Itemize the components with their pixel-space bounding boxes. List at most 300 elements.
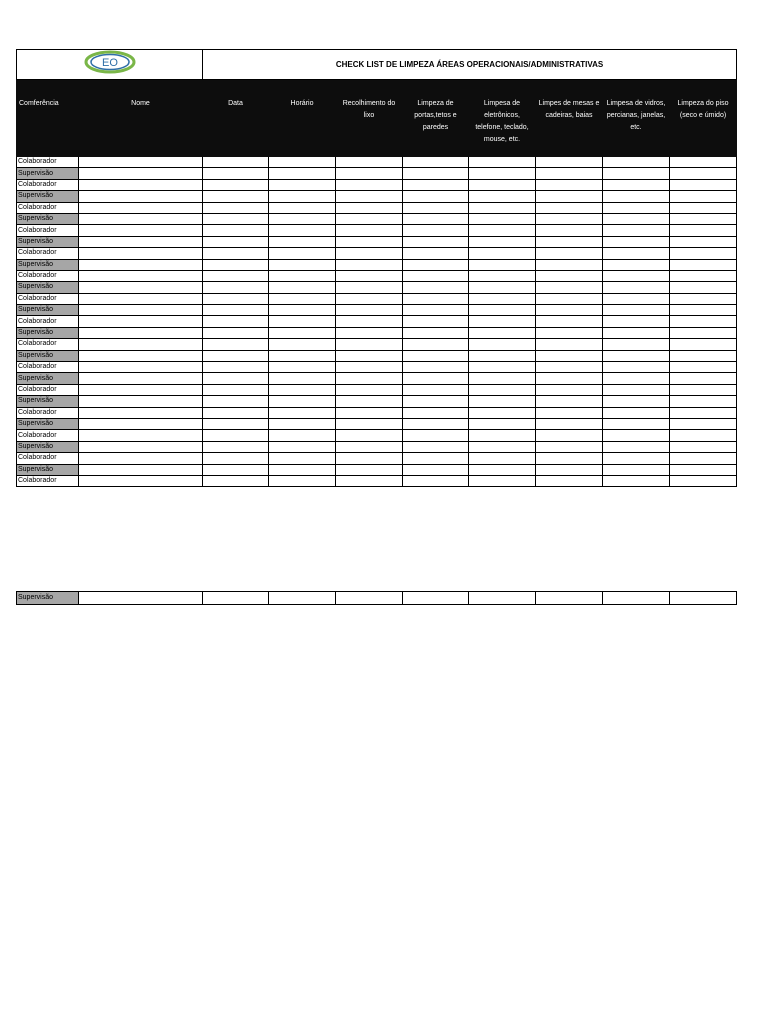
cell[interactable] — [203, 293, 269, 304]
cell[interactable] — [403, 282, 469, 293]
row-label: Colaborador — [17, 475, 79, 486]
cell[interactable] — [536, 339, 603, 350]
cell[interactable] — [469, 339, 536, 350]
cell[interactable] — [336, 453, 403, 464]
cell[interactable] — [269, 327, 336, 338]
cell[interactable] — [79, 475, 203, 486]
cell[interactable] — [269, 157, 336, 168]
cell[interactable] — [403, 592, 469, 605]
cell[interactable] — [670, 464, 737, 475]
cell[interactable] — [536, 327, 603, 338]
cell[interactable] — [536, 305, 603, 316]
cell[interactable] — [536, 293, 603, 304]
table-row — [17, 282, 737, 293]
cell[interactable] — [403, 464, 469, 475]
cell[interactable] — [536, 592, 603, 605]
cell[interactable] — [670, 362, 737, 373]
cell[interactable] — [603, 179, 670, 190]
cell[interactable] — [79, 305, 203, 316]
cell[interactable] — [536, 475, 603, 486]
cell[interactable] — [203, 270, 269, 281]
cell[interactable] — [403, 339, 469, 350]
cell[interactable] — [469, 327, 536, 338]
cell[interactable] — [79, 259, 203, 270]
cell[interactable] — [603, 202, 670, 213]
cell[interactable] — [403, 407, 469, 418]
cell[interactable] — [79, 464, 203, 475]
cell[interactable] — [403, 248, 469, 259]
cell[interactable] — [269, 350, 336, 361]
cell[interactable] — [269, 384, 336, 395]
cell[interactable] — [79, 396, 203, 407]
cell[interactable] — [336, 225, 403, 236]
cell[interactable] — [603, 270, 670, 281]
cell[interactable] — [203, 339, 269, 350]
cell[interactable] — [536, 362, 603, 373]
cell[interactable] — [203, 248, 269, 259]
column-header: Recolhimento do lixo — [336, 80, 403, 157]
cell[interactable] — [203, 168, 269, 179]
cell[interactable] — [469, 430, 536, 441]
cell[interactable] — [203, 327, 269, 338]
cell[interactable] — [203, 464, 269, 475]
cell[interactable] — [536, 191, 603, 202]
cell[interactable] — [670, 236, 737, 247]
cell[interactable] — [79, 157, 203, 168]
cell[interactable] — [670, 213, 737, 224]
cell[interactable] — [603, 316, 670, 327]
cell[interactable] — [203, 362, 269, 373]
cell[interactable] — [603, 384, 670, 395]
cell[interactable] — [403, 418, 469, 429]
cell[interactable] — [203, 453, 269, 464]
cell[interactable] — [336, 407, 403, 418]
cell[interactable] — [336, 191, 403, 202]
cell[interactable] — [269, 293, 336, 304]
cell[interactable] — [203, 259, 269, 270]
cell[interactable] — [203, 191, 269, 202]
cell[interactable] — [670, 396, 737, 407]
cell[interactable] — [269, 236, 336, 247]
table-row — [17, 384, 737, 395]
cell[interactable] — [469, 350, 536, 361]
cell[interactable] — [670, 168, 737, 179]
column-header: Horário — [269, 80, 336, 157]
cell[interactable] — [79, 191, 203, 202]
cell[interactable] — [469, 418, 536, 429]
cell[interactable] — [79, 362, 203, 373]
cell[interactable] — [603, 407, 670, 418]
cell[interactable] — [603, 168, 670, 179]
cell[interactable] — [536, 441, 603, 452]
cell[interactable] — [203, 475, 269, 486]
cell[interactable] — [469, 270, 536, 281]
row-label: Supervisão — [17, 327, 79, 338]
cell[interactable] — [203, 179, 269, 190]
cell[interactable] — [469, 441, 536, 452]
cell[interactable] — [603, 339, 670, 350]
cell[interactable] — [269, 464, 336, 475]
cell[interactable] — [469, 475, 536, 486]
row-label: Colaborador — [17, 430, 79, 441]
cell[interactable] — [203, 213, 269, 224]
cell[interactable] — [269, 270, 336, 281]
table-row — [17, 179, 737, 190]
column-header: Nome — [79, 80, 203, 157]
table-row — [17, 441, 737, 452]
cell[interactable] — [670, 293, 737, 304]
cell[interactable] — [79, 225, 203, 236]
cell[interactable] — [603, 592, 670, 605]
cell[interactable] — [403, 316, 469, 327]
cell[interactable] — [269, 430, 336, 441]
row-label: Colaborador — [17, 179, 79, 190]
cell[interactable] — [670, 441, 737, 452]
cell[interactable] — [603, 373, 670, 384]
cell[interactable] — [269, 362, 336, 373]
cell[interactable] — [469, 453, 536, 464]
cell[interactable] — [603, 157, 670, 168]
cell[interactable] — [536, 168, 603, 179]
cell[interactable] — [670, 475, 737, 486]
row-label: Colaborador — [17, 293, 79, 304]
cell[interactable] — [469, 407, 536, 418]
cell[interactable] — [536, 396, 603, 407]
cell[interactable] — [203, 441, 269, 452]
cell[interactable] — [603, 305, 670, 316]
cell[interactable] — [79, 384, 203, 395]
cell[interactable] — [603, 418, 670, 429]
cell[interactable] — [603, 282, 670, 293]
cell[interactable] — [336, 157, 403, 168]
cell[interactable] — [536, 179, 603, 190]
cell[interactable] — [469, 396, 536, 407]
cell[interactable] — [469, 225, 536, 236]
cell[interactable] — [203, 418, 269, 429]
cell[interactable] — [469, 464, 536, 475]
cell[interactable] — [603, 236, 670, 247]
cell[interactable] — [336, 339, 403, 350]
cell[interactable] — [269, 407, 336, 418]
cell[interactable] — [536, 350, 603, 361]
cell[interactable] — [269, 475, 336, 486]
cell[interactable] — [403, 213, 469, 224]
cell[interactable] — [536, 430, 603, 441]
cell[interactable] — [536, 453, 603, 464]
cell[interactable] — [603, 259, 670, 270]
cell[interactable] — [403, 430, 469, 441]
cell[interactable] — [536, 248, 603, 259]
cell[interactable] — [403, 157, 469, 168]
cell[interactable] — [670, 453, 737, 464]
cell[interactable] — [403, 202, 469, 213]
cell[interactable] — [269, 339, 336, 350]
cell[interactable] — [536, 225, 603, 236]
cell[interactable] — [536, 418, 603, 429]
cell[interactable] — [203, 157, 269, 168]
cell[interactable] — [79, 179, 203, 190]
cell[interactable] — [469, 168, 536, 179]
cell[interactable] — [79, 339, 203, 350]
cell[interactable] — [670, 430, 737, 441]
cell[interactable] — [403, 305, 469, 316]
cell[interactable] — [336, 213, 403, 224]
cell[interactable] — [336, 441, 403, 452]
cell[interactable] — [79, 373, 203, 384]
cell[interactable] — [536, 464, 603, 475]
cell[interactable] — [670, 157, 737, 168]
cell[interactable] — [536, 202, 603, 213]
cell[interactable] — [269, 225, 336, 236]
cell[interactable] — [469, 236, 536, 247]
column-header: Data — [203, 80, 269, 157]
cell[interactable] — [603, 464, 670, 475]
cell[interactable] — [336, 179, 403, 190]
cell[interactable] — [603, 191, 670, 202]
cell[interactable] — [536, 282, 603, 293]
cell[interactable] — [536, 373, 603, 384]
cell[interactable] — [336, 384, 403, 395]
cell[interactable] — [79, 418, 203, 429]
cell[interactable] — [79, 430, 203, 441]
cell[interactable] — [203, 396, 269, 407]
cell[interactable] — [203, 202, 269, 213]
cell[interactable] — [403, 441, 469, 452]
cell[interactable] — [670, 407, 737, 418]
cell[interactable] — [469, 259, 536, 270]
cell[interactable] — [403, 236, 469, 247]
cell[interactable] — [269, 202, 336, 213]
checklist-rows — [17, 157, 737, 487]
cell[interactable] — [336, 396, 403, 407]
row-label: Colaborador — [17, 316, 79, 327]
cell[interactable] — [336, 592, 403, 605]
cell[interactable] — [203, 373, 269, 384]
cell[interactable] — [670, 384, 737, 395]
cell[interactable] — [670, 270, 737, 281]
cell[interactable] — [79, 282, 203, 293]
cell[interactable] — [403, 396, 469, 407]
cell[interactable] — [469, 316, 536, 327]
cell[interactable] — [269, 213, 336, 224]
cell[interactable] — [670, 202, 737, 213]
cell[interactable] — [469, 282, 536, 293]
cell[interactable] — [469, 293, 536, 304]
cell[interactable] — [403, 168, 469, 179]
row-label: Supervisão — [17, 350, 79, 361]
cell[interactable] — [269, 305, 336, 316]
cell[interactable] — [79, 327, 203, 338]
cell[interactable] — [603, 396, 670, 407]
cell[interactable] — [603, 350, 670, 361]
cell[interactable] — [469, 191, 536, 202]
cell[interactable] — [336, 327, 403, 338]
cell[interactable] — [403, 373, 469, 384]
cell[interactable] — [403, 270, 469, 281]
cell[interactable] — [603, 213, 670, 224]
cell[interactable] — [336, 430, 403, 441]
cell[interactable] — [670, 418, 737, 429]
cell[interactable] — [269, 453, 336, 464]
cell[interactable] — [79, 202, 203, 213]
cell[interactable] — [79, 407, 203, 418]
cell[interactable] — [79, 441, 203, 452]
cell[interactable] — [536, 259, 603, 270]
cell[interactable] — [336, 464, 403, 475]
cell[interactable] — [336, 259, 403, 270]
cell[interactable] — [536, 213, 603, 224]
cell[interactable] — [336, 236, 403, 247]
cell[interactable] — [403, 384, 469, 395]
cell[interactable] — [79, 213, 203, 224]
cell[interactable] — [269, 396, 336, 407]
row-label: Supervisão — [17, 282, 79, 293]
cell[interactable] — [336, 202, 403, 213]
cell[interactable] — [469, 362, 536, 373]
cell[interactable] — [336, 350, 403, 361]
cell[interactable] — [336, 293, 403, 304]
cell[interactable] — [403, 453, 469, 464]
cell[interactable] — [469, 384, 536, 395]
cell[interactable] — [469, 248, 536, 259]
cell[interactable] — [269, 418, 336, 429]
cell[interactable] — [469, 179, 536, 190]
row-label: Colaborador — [17, 384, 79, 395]
column-header: Limpesa de eletrônicos, telefone, teclado, mouse, etc. — [469, 80, 536, 157]
cell[interactable] — [670, 339, 737, 350]
cell[interactable] — [603, 293, 670, 304]
cell[interactable] — [269, 282, 336, 293]
cell[interactable] — [203, 225, 269, 236]
table-row — [17, 248, 737, 259]
cell[interactable] — [79, 248, 203, 259]
cell[interactable] — [79, 293, 203, 304]
cell[interactable] — [670, 316, 737, 327]
cell[interactable] — [403, 191, 469, 202]
table-row — [17, 213, 737, 224]
cell[interactable] — [336, 305, 403, 316]
cell[interactable] — [670, 259, 737, 270]
cell[interactable] — [336, 168, 403, 179]
cell[interactable] — [670, 179, 737, 190]
table-row — [17, 339, 737, 350]
cell[interactable] — [469, 213, 536, 224]
cell[interactable] — [336, 282, 403, 293]
cell[interactable] — [403, 293, 469, 304]
cell[interactable] — [269, 191, 336, 202]
cell[interactable] — [536, 157, 603, 168]
cell[interactable] — [79, 236, 203, 247]
cell[interactable] — [469, 157, 536, 168]
table-row — [17, 236, 737, 247]
cell[interactable] — [670, 225, 737, 236]
cell[interactable] — [79, 453, 203, 464]
cell[interactable] — [670, 327, 737, 338]
cell[interactable] — [269, 592, 336, 605]
cell[interactable] — [203, 282, 269, 293]
cell[interactable] — [403, 225, 469, 236]
cell[interactable] — [203, 236, 269, 247]
cell[interactable] — [603, 475, 670, 486]
cell[interactable] — [403, 327, 469, 338]
cell[interactable] — [403, 362, 469, 373]
cell[interactable] — [670, 282, 737, 293]
row-label: Supervisão — [17, 592, 79, 605]
table-row — [17, 430, 737, 441]
cell[interactable] — [603, 453, 670, 464]
cell[interactable] — [269, 316, 336, 327]
cell[interactable] — [336, 475, 403, 486]
cell[interactable] — [269, 179, 336, 190]
cell[interactable] — [79, 592, 203, 605]
cell[interactable] — [536, 270, 603, 281]
cell[interactable] — [603, 248, 670, 259]
table-row — [17, 396, 737, 407]
cell[interactable] — [603, 441, 670, 452]
cell[interactable] — [670, 248, 737, 259]
cell[interactable] — [603, 362, 670, 373]
cell[interactable] — [670, 350, 737, 361]
cell[interactable] — [203, 407, 269, 418]
cell[interactable] — [469, 373, 536, 384]
cell[interactable] — [603, 327, 670, 338]
cell[interactable] — [203, 316, 269, 327]
page-title: CHECK LIST DE LIMPEZA ÁREAS OPERACIONAIS/ADMINISTRATIVAS — [203, 50, 737, 80]
cell[interactable] — [336, 270, 403, 281]
cell[interactable] — [203, 384, 269, 395]
cell[interactable] — [269, 248, 336, 259]
cell[interactable] — [469, 592, 536, 605]
cell[interactable] — [536, 236, 603, 247]
cell[interactable] — [203, 350, 269, 361]
cell[interactable] — [469, 202, 536, 213]
cell[interactable] — [79, 270, 203, 281]
cell[interactable] — [469, 305, 536, 316]
cell[interactable] — [336, 316, 403, 327]
cell[interactable] — [79, 316, 203, 327]
cell[interactable] — [269, 168, 336, 179]
table-row — [17, 259, 737, 270]
cell[interactable] — [670, 305, 737, 316]
cell[interactable] — [79, 168, 203, 179]
table-row — [17, 350, 737, 361]
cell[interactable] — [269, 441, 336, 452]
cell[interactable] — [536, 384, 603, 395]
cell[interactable] — [203, 430, 269, 441]
cell[interactable] — [603, 225, 670, 236]
cell[interactable] — [536, 316, 603, 327]
cell[interactable] — [336, 373, 403, 384]
cell[interactable] — [536, 407, 603, 418]
cell[interactable] — [603, 430, 670, 441]
cell[interactable] — [269, 373, 336, 384]
cell[interactable] — [670, 191, 737, 202]
cell[interactable] — [670, 592, 737, 605]
cell[interactable] — [336, 362, 403, 373]
cell[interactable] — [336, 418, 403, 429]
row-label: Colaborador — [17, 202, 79, 213]
cell[interactable] — [403, 179, 469, 190]
cell[interactable] — [269, 259, 336, 270]
cell[interactable] — [203, 305, 269, 316]
cell[interactable] — [403, 350, 469, 361]
cell[interactable] — [670, 373, 737, 384]
cell[interactable] — [403, 475, 469, 486]
cell[interactable] — [403, 259, 469, 270]
cell[interactable] — [203, 592, 269, 605]
cell[interactable] — [79, 350, 203, 361]
cell[interactable] — [336, 248, 403, 259]
